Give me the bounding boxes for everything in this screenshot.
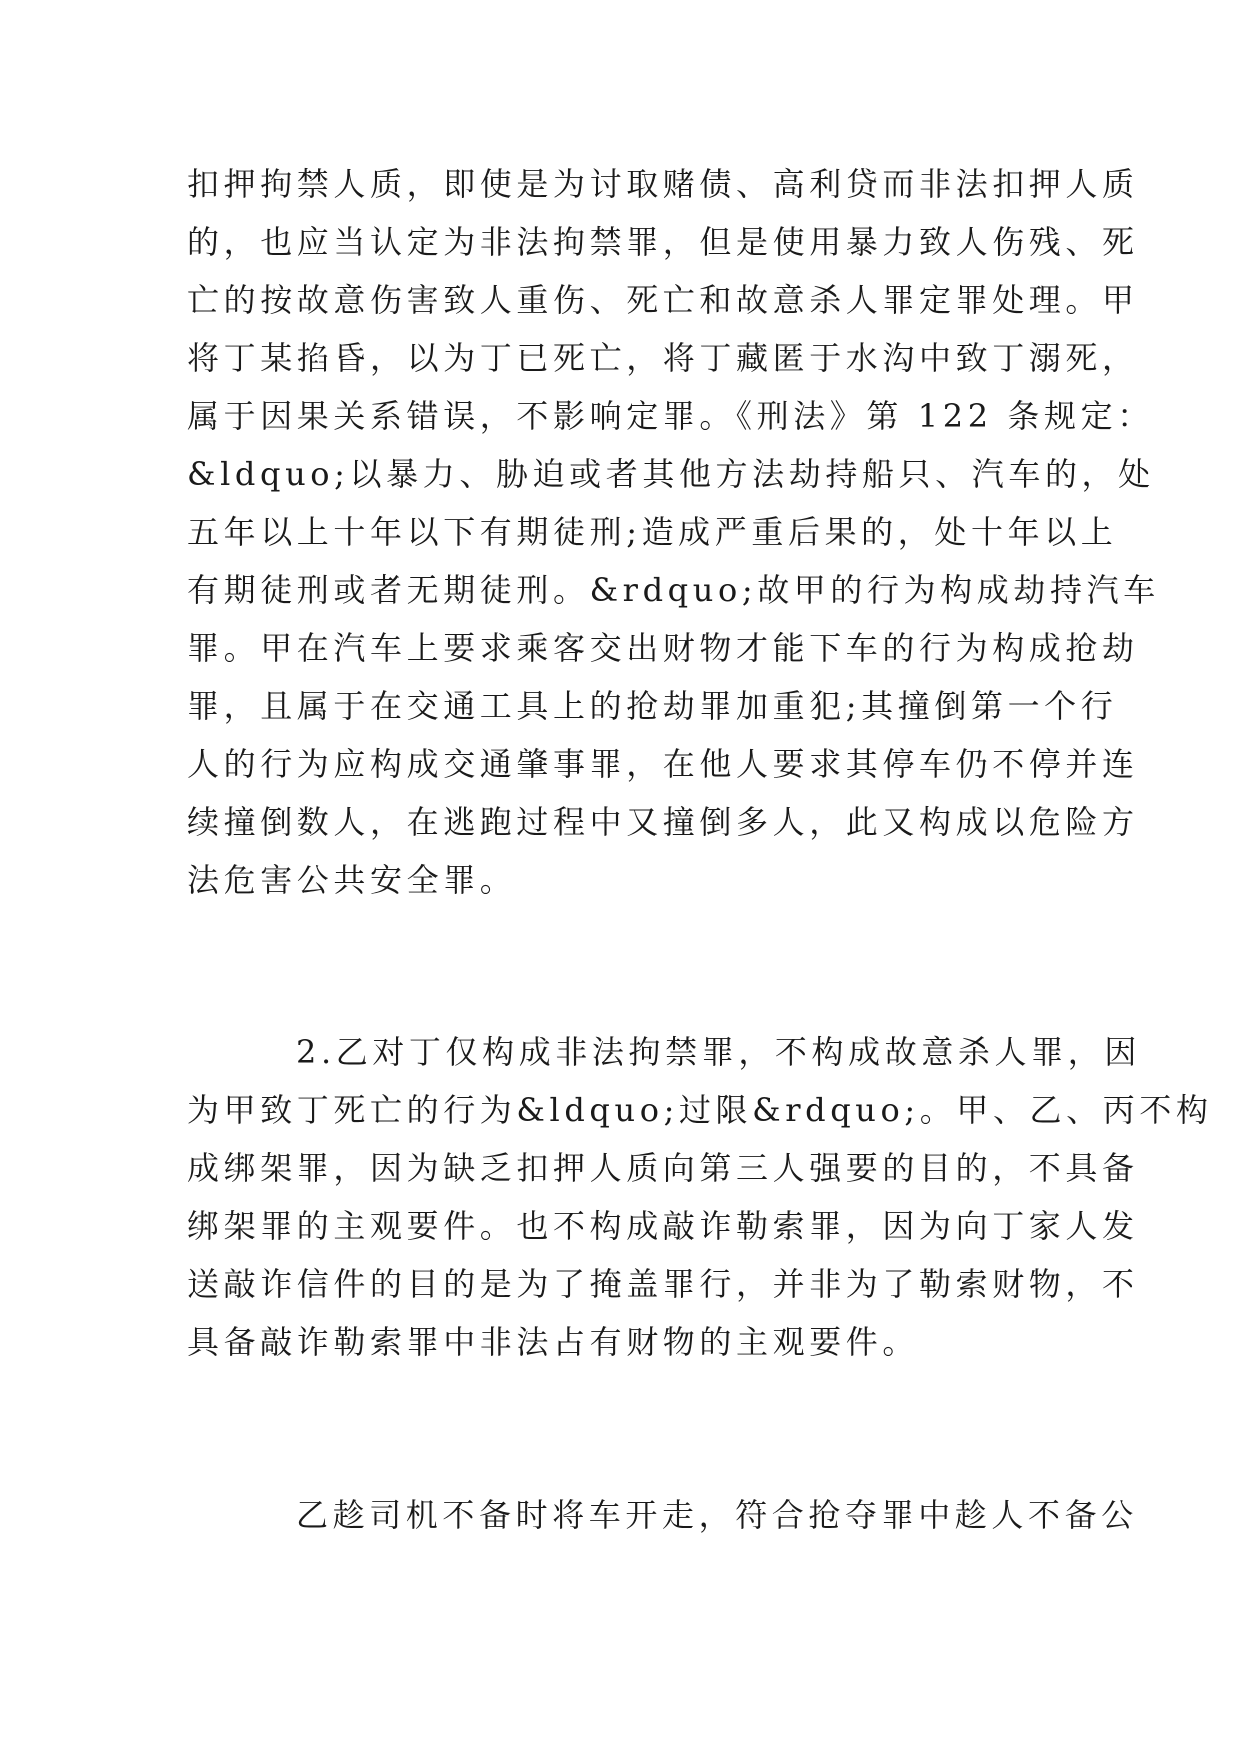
paragraph-1-line-7: 五年以上十年以下有期徒刑;造成严重后果的，处十年以上 (187, 513, 1118, 551)
paragraph-2-line-1: 2.乙对丁仅构成非法拘禁罪，不构成故意杀人罪，因 (296, 1033, 1141, 1071)
paragraph-1-line-8: 有期徒刑或者无期徒刑。&rdquo;故甲的行为构成劫持汽车 (187, 571, 1160, 609)
paragraph-2-line-6: 具备敲诈勒索罪中非法占有财物的主观要件。 (187, 1323, 920, 1361)
paragraph-1-line-9: 罪。甲在汽车上要求乘客交出财物才能下车的行为构成抢劫 (187, 629, 1139, 667)
paragraph-1-line-11: 人的行为应构成交通肇事罪，在他人要求其停车仍不停并连 (187, 745, 1139, 783)
paragraph-2-line-4: 绑架罪的主观要件。也不构成敲诈勒索罪，因为向丁家人发 (187, 1207, 1139, 1245)
paragraph-1-line-13: 法危害公共安全罪。 (187, 861, 517, 899)
paragraph-1-line-3: 亡的按故意伤害致人重伤、死亡和故意杀人罪定罪处理。甲 (187, 281, 1139, 319)
paragraph-1-line-2: 的，也应当认定为非法拘禁罪，但是使用暴力致人伤残、死 (187, 223, 1139, 261)
paragraph-2-line-3: 成绑架罪，因为缺乏扣押人质向第三人强要的目的，不具备 (187, 1149, 1139, 1187)
paragraph-1-line-1: 扣押拘禁人质，即使是为讨取赌债、高利贷而非法扣押人质 (187, 165, 1139, 203)
paragraph-2-line-2: 为甲致丁死亡的行为&ldquo;过限&rdquo;。甲、乙、丙不构 (187, 1091, 1213, 1129)
paragraph-1-line-12: 续撞倒数人，在逃跑过程中又撞倒多人，此又构成以危险方 (187, 803, 1139, 841)
paragraph-1-line-5: 属于因果关系错误，不影响定罪。《刑法》第 122 条规定： (187, 397, 1154, 435)
paragraph-1-line-4: 将丁某掐昏，以为丁已死亡，将丁藏匿于水沟中致丁溺死， (187, 339, 1139, 377)
paragraph-1-line-10: 罪，且属于在交通工具上的抢劫罪加重犯;其撞倒第一个行 (187, 687, 1118, 725)
paragraph-2-line-5: 送敲诈信件的目的是为了掩盖罪行，并非为了勒索财物，不 (187, 1265, 1139, 1303)
paragraph-3-line-1: 乙趁司机不备时将车开走，符合抢夺罪中趁人不备公 (296, 1496, 1138, 1534)
paragraph-1-line-6: &ldquo;以暴力、胁迫或者其他方法劫持船只、汽车的，处 (187, 455, 1155, 493)
